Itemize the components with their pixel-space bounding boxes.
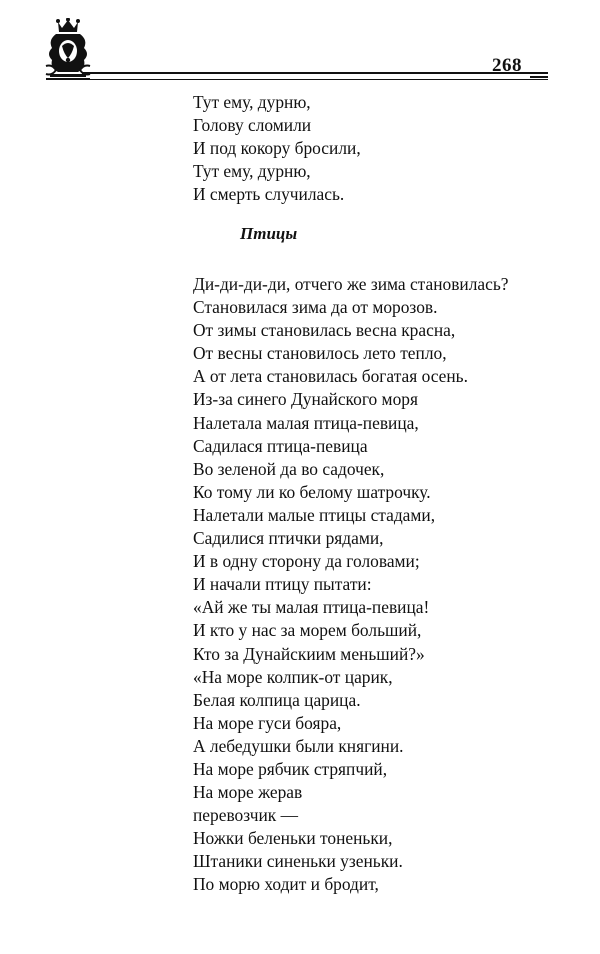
poem-line: И кто у нас за морем больший,: [193, 620, 422, 641]
poem-line: И под кокору бросили,: [193, 138, 361, 159]
poem-fragment: [193, 91, 361, 206]
page-header: [0, 0, 600, 90]
page-number-underline: [530, 76, 548, 78]
poem-line: И начали птицу пытати:: [193, 574, 372, 595]
poem-line: Тут ему, дурню,: [193, 161, 311, 182]
poem-line: Из-за синего Дунайского моря: [193, 389, 418, 410]
poem-line: Белая колпица царица.: [193, 689, 361, 710]
poem-line: И в одну сторону да головами;: [193, 551, 420, 572]
poem-line: Во зеленой да во садочек,: [193, 458, 385, 479]
poem-line: Налетали малые птицы стадами,: [193, 504, 436, 525]
poem-title: Птицы: [240, 224, 298, 243]
poem-line: Штаники синеньки узеньки.: [193, 851, 403, 872]
poem-line: Ножки беленьки тоненьки,: [193, 828, 393, 849]
page-number: 268: [492, 55, 522, 76]
poem-line: От зимы становилась весна красна,: [193, 320, 456, 341]
poem-line: На море гуси бояра,: [193, 712, 342, 733]
poem-line: Тут ему, дурню,: [193, 92, 311, 112]
poem-line: Садилися птички рядами,: [193, 528, 384, 549]
heraldic-ornament-icon: [44, 18, 92, 80]
poem-body: [193, 273, 509, 897]
poem-line: перевозчик —: [193, 805, 298, 826]
poem-line: На море жерав: [193, 782, 303, 803]
poem-line: А от лета становилась богатая осень.: [193, 366, 468, 387]
poem-line: Садилася птица-певица: [193, 435, 368, 456]
poem-line: От весны становилось лето тепло,: [193, 343, 447, 364]
poem-line: Ди-ди-ди-ди, отчего же зима становилась?: [193, 274, 509, 294]
poem-line: Голову сломили: [193, 115, 312, 136]
poem-line: «На море колпик-от царик,: [193, 666, 393, 687]
poem-line: «Ай же ты малая птица-певица!: [193, 597, 430, 618]
poem-line: Кто за Дунайскиим меньший?»: [193, 643, 425, 664]
poem-line: И смерть случилась.: [193, 184, 345, 205]
poem-line: Становилася зима да от морозов.: [193, 297, 438, 318]
poem-line: Ко тому ли ко белому шатрочку.: [193, 481, 431, 502]
poem-line: По морю ходит и бродит,: [193, 874, 379, 895]
poem-line: На море рябчик стряпчий,: [193, 758, 388, 779]
poem-line: А лебедушки были княгини.: [193, 735, 404, 756]
header-rule: [82, 72, 548, 80]
poem-line: Налетала малая птица-певица,: [193, 412, 419, 433]
